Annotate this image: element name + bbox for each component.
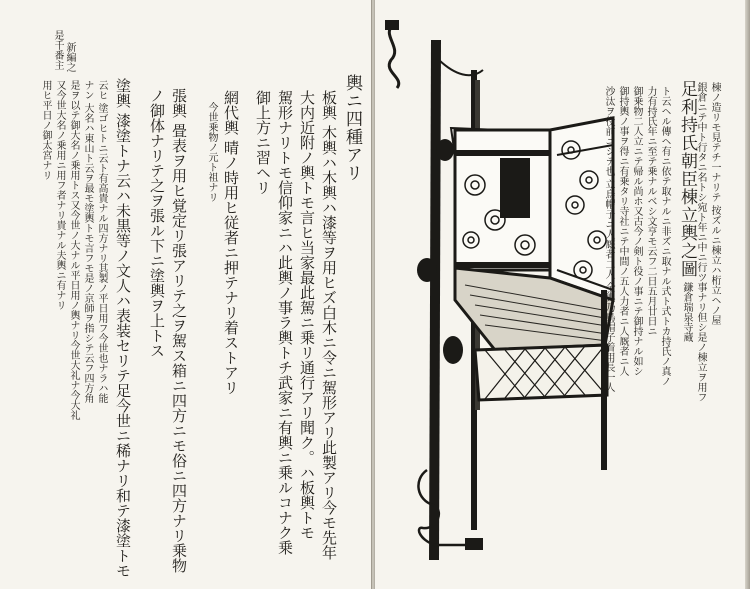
- nuri-yu-column-2: 云ヒ 塗ゴヒトニ云ト有高貴ナル四方ナリ其製ノ平日用フ今世也ナラハ能: [96, 80, 107, 404]
- back-panel-base-rail: [455, 262, 550, 268]
- pole-cord-top: [389, 25, 399, 88]
- left-page: [0, 0, 373, 589]
- caption-column-5: 御乗物二人立ニテ帰ル尚ホ又古今ノ剣ト役ノ事ニテ御持ナル如シ: [631, 86, 642, 376]
- sub-heading: 網代輿 晴ノ時用ヒ従者ニ押テナリ着ストアリ: [222, 90, 240, 395]
- passage-column-2: 大内近附ノ輿トモ言ヒ当家最此駕ニ乗リ通行アリ聞ク。ハ板輿トモ: [298, 90, 316, 540]
- nuri-yu-column-4: 是ヲ以テ御大名ノ乗用トス又今世ノ大ナル平日用ノ輿ナリ今世大礼ナ今大礼: [68, 80, 79, 420]
- caption-column-3: ト云ヘル傳ヘ有ニ依テ取ナルニ非ズニ取ナル式ト式トカ持氏ノ真ノ: [659, 86, 670, 386]
- pole-cord-bottom: [418, 470, 467, 545]
- nuri-yu-column-1: 塗輿 漆塗トナ云ハ未黒等ノ文人ハ表装セリテ足今世ニ稀ナリ和テ漆塗トモ: [114, 78, 132, 578]
- pole-cap-top: [385, 20, 399, 30]
- source-note: 鎌倉瑞泉寺蔵: [681, 282, 692, 342]
- zhang-yu-column-2: ノ御体ナリテ之ヲ張ル下ニ塗輿ヲ上トス: [148, 88, 166, 358]
- right-page: [374, 0, 750, 589]
- zhang-yu-column-1: 張輿 畳表ヲ用ヒ覚定リ張アリテ之ヲ駕ス箱ニ四方ニモ俗ニ四方ナリ乗物: [170, 88, 188, 573]
- carrying-pole: [429, 40, 441, 560]
- section-heading: 輿ニ四種アリ: [342, 74, 362, 182]
- passage-column-4: 御上方ニ習ヘリ: [254, 90, 272, 195]
- back-window: [500, 158, 530, 218]
- caption-column-4: 力有持氏年ニ至テ乗ナルベシ文亨モ云フ二日五月廿日ニ: [645, 86, 656, 336]
- nuri-yu-column-6: 用ヒ平日ノ御太宮ナリ: [40, 80, 51, 180]
- nuri-yu-column-3: ナン 大名ハ東山ト云ヲ最モ塗輿トモ言フモ是ノ京師ヲ指シテ云フ四方角: [82, 80, 93, 404]
- back-panel-rail: [455, 150, 550, 156]
- margin-note-2: 新編之: [64, 42, 75, 72]
- nuri-yu-column-5: 又今世大名ノ乗用ニ用フ者ナリ貴ナル夫輿ニ有ナリ: [54, 80, 65, 310]
- illustration-title: 足利持氏朝臣棟立輿之圖: [677, 80, 697, 278]
- pole-cap-bottom: [465, 538, 483, 550]
- caption-column-6: 御持輿ノ事ヲ得ニ有乗タリ寺社ニテ中間ノ五人力者ニ人厩者ニ人: [617, 86, 628, 376]
- margin-note-1: 是千番主: [52, 30, 63, 70]
- passage-column-3: 駕形ナリトモ信仰家ニハ此輿ノ事ラ輿トチ武家ニ有輿ニ乗ルコナク乗: [276, 90, 294, 555]
- page-edge: [745, 0, 750, 589]
- caption-column-7: 沙汰ヲ役前ニシテ也 立烏帽子ニ人厩者二人 全輿乃鳥帽子着用長一人: [603, 86, 614, 393]
- caption-column-2: 銀倉ニテ中ト行タニ名トシ宛ト年ニ中ニ行ツ事ナリ但シ是ノ棟立ヲ用フ: [695, 82, 706, 402]
- sub-note: 今世乗物ノ元ト祖ナリ: [206, 102, 217, 202]
- passage-column-1: 板輿 木輿ハ木輿ハ漆等ヲ用ヒズ白木ニ令ニ駕形アリ此製アリ今モ先年: [320, 90, 338, 560]
- caption-column-1: 棟ノ造リモ見テチ一ナリテ 按ズルニ棟立ハ桁立ヘノ屋: [709, 82, 720, 326]
